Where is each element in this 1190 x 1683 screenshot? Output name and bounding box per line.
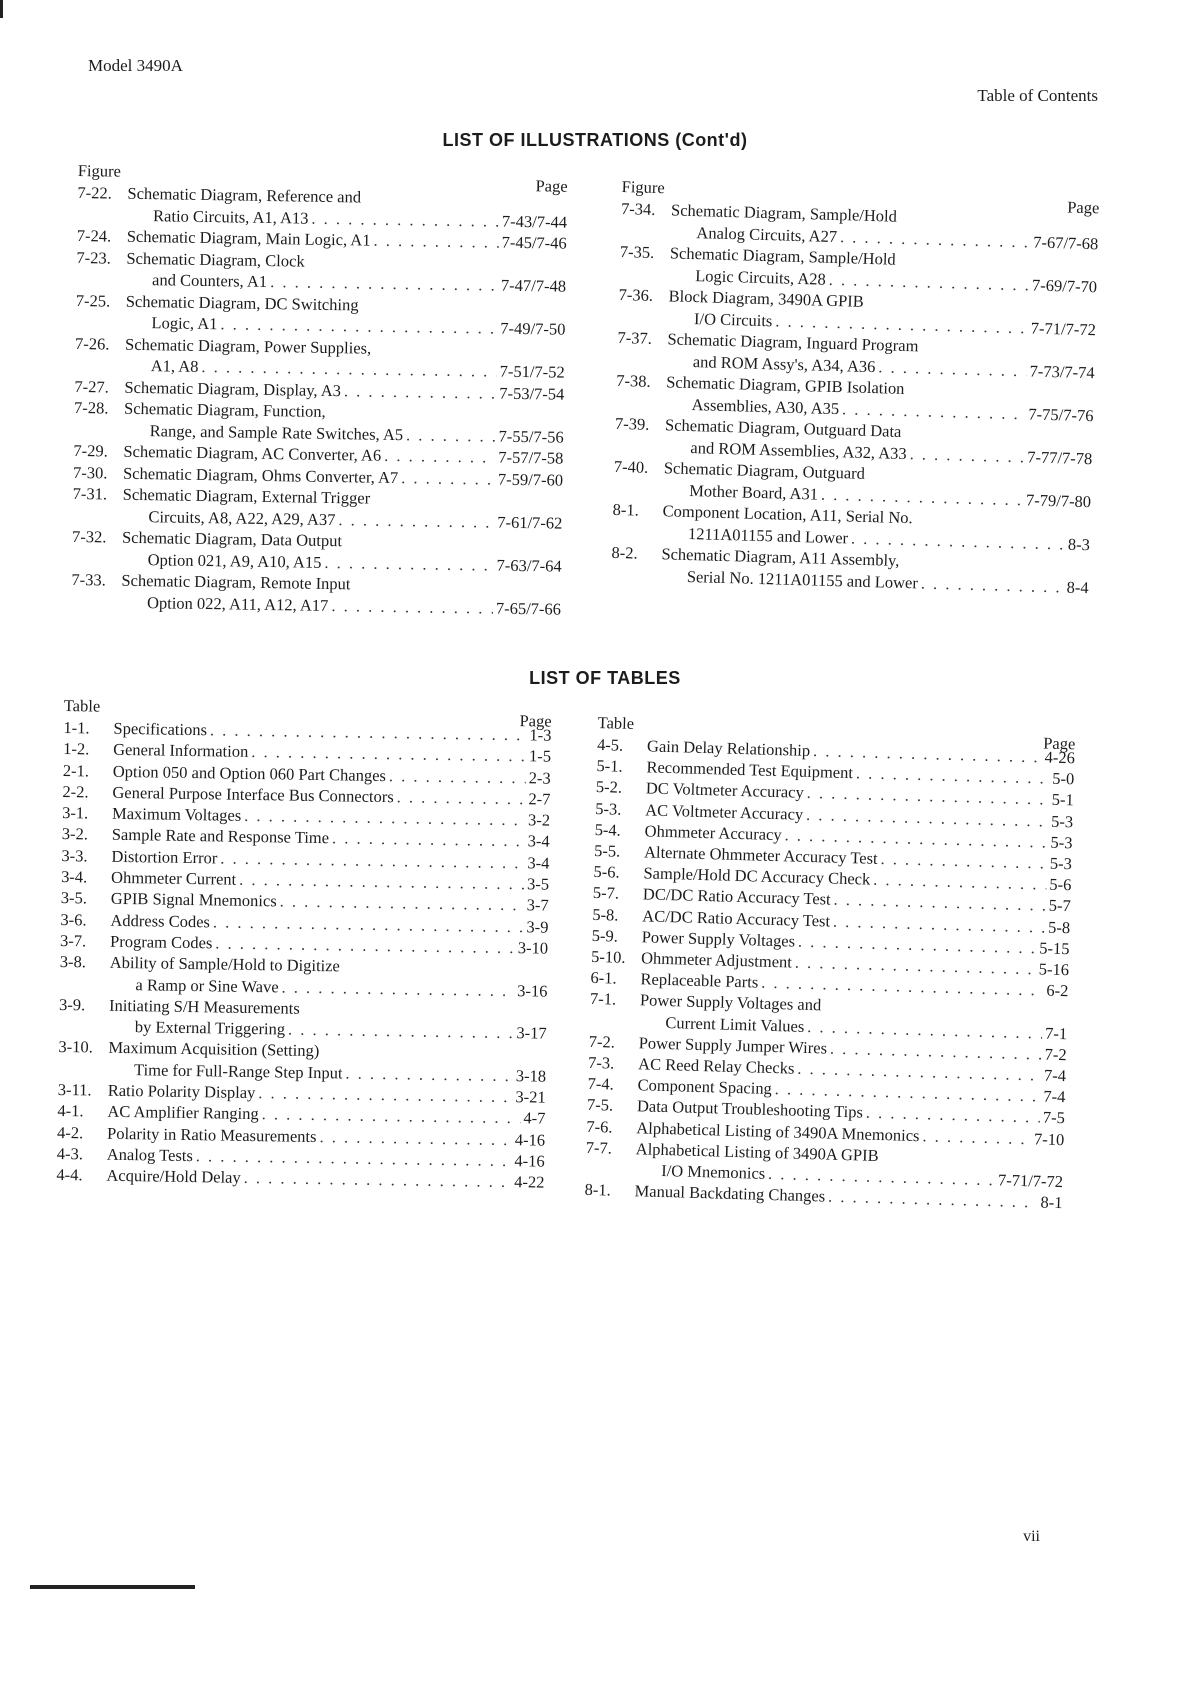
entry-page: 7-77/7-78 (1026, 446, 1093, 468)
entry-page: 3-2 (527, 810, 551, 830)
entry-title: Manual Backdating Changes (634, 1181, 826, 1206)
entry-number: 7-37. (617, 327, 653, 348)
bottom-rule (30, 1585, 195, 1589)
entry-title: A1, A8 (150, 356, 199, 376)
entry-number: 5-6. (593, 862, 620, 882)
entry-page: 7-10 (1033, 1129, 1065, 1149)
entry-title: and Counters, A1 (151, 270, 268, 291)
entry-title: Sample/Hold DC Accuracy Check (643, 863, 871, 889)
toc-entry (72, 483, 563, 534)
entry-title: Power Supply Voltages (641, 927, 796, 951)
toc-entry (76, 246, 567, 297)
entry-page: 1-3 (529, 725, 552, 745)
entry-page: 3-21 (515, 1087, 546, 1107)
entry-page: 3-7 (526, 895, 549, 916)
entry-page: 7-59/7-60 (497, 469, 564, 490)
entry-page: 8-1 (1040, 1192, 1063, 1213)
entry-title: DC/DC Ratio Accuracy Test (642, 884, 831, 909)
entry-title: Analog Circuits, A27 (696, 222, 838, 246)
entry-title: General Information (112, 740, 249, 762)
entry-number: 7-4. (587, 1074, 615, 1094)
entry-title: Block Diagram, 3490A GPIB (668, 286, 865, 311)
entry-number: 7-28. (73, 397, 109, 418)
tables-left-column (56, 695, 552, 1193)
entry-page: 7-45/7-46 (501, 232, 567, 253)
entry-number: 5-1. (596, 756, 623, 776)
entry-number: 5-3. (595, 798, 622, 819)
entry-page: 7-65/7-66 (495, 598, 562, 619)
entry-number: 1-2. (63, 739, 90, 759)
entry-number: 5-5. (593, 840, 621, 861)
entry-page: 3-9 (526, 916, 549, 937)
entry-page: 7-55/7-56 (498, 426, 564, 447)
entry-number: 7-31. (72, 483, 108, 504)
entry-title: Distortion Error (111, 846, 218, 868)
entry-title: Alphabetical Listing of 3490A GPIB (635, 1139, 879, 1165)
entry-page: 3-4 (527, 853, 550, 873)
leader-dots (324, 551, 494, 575)
entry-page: 5-3 (1049, 853, 1073, 874)
entry-title: Assemblies, A30, A35 (691, 394, 840, 418)
leader-dots (311, 207, 499, 231)
entry-title: Logic Circuits, A28 (694, 265, 827, 289)
entry-title: Component Location, A11, Serial No. (662, 501, 913, 528)
entry-title: a Ramp or Sine Wave (135, 974, 279, 996)
figure-label: Figure (77, 160, 122, 181)
page-label: Page (1066, 197, 1100, 218)
figure-label: Figure (621, 176, 666, 198)
entry-title: Range, and Sample Rate Switches, A5 (149, 420, 404, 444)
entry-number: 5-2. (595, 777, 623, 798)
entry-title: Analog Tests (106, 1144, 194, 1166)
entry-title: by External Triggering (134, 1017, 286, 1039)
entry-page: 7-53/7-54 (499, 383, 565, 404)
toc-entry (71, 569, 562, 620)
entry-number: 7-29. (73, 440, 108, 461)
entry-page: 3-5 (526, 874, 550, 894)
entry-title: Initiating S/H Measurements (108, 995, 300, 1018)
entry-title: Circuits, A8, A22, A29, A37 (148, 506, 336, 529)
section-header: Table of Contents (977, 86, 1098, 105)
entry-title: Schematic Diagram, Function, (123, 398, 326, 421)
entry-title: Data Output Troubleshooting Tips (636, 1096, 864, 1123)
entry-title: Schematic Diagram, Power Supplies, (124, 334, 372, 358)
entry-title: and ROM Assy's, A34, A36 (692, 351, 876, 376)
toc-entry (77, 182, 568, 233)
entry-title: Ability of Sample/Hold to Digitize (109, 953, 340, 976)
entry-page: 2-7 (528, 789, 551, 809)
leader-dots (344, 380, 497, 404)
page-label: Page (1042, 733, 1076, 754)
entry-number: 7-33. (71, 569, 106, 590)
entry-page: 7-63/7-64 (496, 555, 562, 576)
entry-title: Acquire/Hold Delay (106, 1165, 241, 1188)
entry-number: 7-38. (616, 370, 651, 391)
entry-page: 3-16 (517, 980, 548, 1001)
entry-title: Ohmmeter Adjustment (640, 948, 793, 972)
entry-title: Alphabetical Listing of 3490A Mnemonics (636, 1117, 920, 1145)
entry-title: Schematic Diagram, Main Logic, A1 (126, 226, 371, 250)
toc-entry (58, 1036, 547, 1086)
entry-title: Power Supply Voltages and (639, 990, 822, 1015)
entry-title: Maximum Voltages (111, 803, 242, 825)
entry-number: 7-27. (74, 376, 109, 397)
entry-title: Gain Delay Relationship (646, 736, 811, 760)
entry-number: 7-6. (586, 1116, 613, 1137)
table-label: Table (63, 695, 101, 716)
illustrations-right-column (611, 176, 1100, 598)
entry-number: 4-3. (56, 1143, 84, 1164)
leader-dots (401, 467, 495, 490)
leader-dots (389, 765, 526, 788)
entry-number: 7-22. (77, 182, 113, 203)
entry-title: Schematic Diagram, Reference and (127, 183, 362, 207)
entry-title: GPIB Signal Mnemonics (110, 889, 277, 911)
entry-page: 7-57/7-58 (498, 447, 564, 468)
entry-number: 8-1. (584, 1180, 612, 1200)
entry-number: 3-4. (60, 867, 88, 887)
entry-page: 7-71/7-72 (1030, 317, 1097, 339)
entry-number: 5-10. (590, 946, 626, 967)
entry-page: 7-49/7-50 (500, 318, 566, 339)
entry-title: Current Limit Values (665, 1012, 805, 1036)
entry-title: Address Codes (110, 910, 211, 931)
entry-page: 8-4 (1066, 577, 1089, 597)
entry-page: 5-3 (1050, 811, 1074, 831)
entry-page: 6-2 (1046, 980, 1069, 1001)
entry-page: 3-17 (516, 1023, 547, 1043)
entry-page: 7-47/7-48 (500, 275, 567, 296)
entry-page: 7-67/7-68 (1032, 232, 1099, 253)
toc-entry (59, 951, 548, 1001)
entry-page: 2-3 (528, 767, 551, 788)
entry-page: 7-43/7-44 (501, 211, 568, 232)
entry-page: 5-7 (1048, 896, 1072, 916)
entry-title: Ohmmeter Current (110, 867, 237, 889)
entry-number: 6-1. (590, 968, 617, 988)
entry-title: General Purpose Interface Bus Connectors (112, 782, 394, 807)
entry-title: Schematic Diagram, DC Switching (125, 291, 359, 314)
entry-title: Replaceable Parts (640, 969, 759, 992)
entry-title: Ratio Circuits, A1, A13 (152, 205, 309, 228)
entry-page: 1-5 (528, 746, 552, 766)
entry-number: 7-23. (76, 247, 111, 268)
page-number: vii (1023, 1528, 1040, 1545)
entry-page: 5-16 (1038, 959, 1070, 980)
entry-number: 3-3. (61, 845, 88, 866)
entry-number: 7-2. (588, 1031, 616, 1052)
entry-title: Program Codes (109, 931, 213, 953)
toc-entry (72, 526, 563, 577)
entry-page: 7-61/7-62 (497, 512, 563, 533)
entry-number: 3-11. (57, 1079, 92, 1100)
tables-heading: LIST OF TABLES (529, 668, 681, 688)
entry-number: 8-1. (612, 499, 640, 520)
entry-title: 1211A01155 and Lower (687, 523, 849, 547)
entry-title: Schematic Diagram, Remote Input (121, 570, 351, 594)
entry-page: 3-18 (515, 1065, 547, 1086)
toc-entry (75, 332, 566, 383)
entry-number: 1-1. (63, 717, 90, 738)
leader-dots (345, 1062, 513, 1086)
leader-dots (373, 230, 498, 253)
entry-number: 7-34. (620, 198, 656, 219)
entry-page: 3-4 (527, 831, 550, 852)
entry-number: 8-2. (611, 542, 638, 563)
entry-number: 7-7. (585, 1137, 613, 1158)
entry-title: Schematic Diagram, Outguard (663, 458, 866, 483)
leader-dots (244, 1167, 512, 1192)
entry-number: 7-39. (614, 413, 650, 434)
entry-number: 7-25. (75, 290, 111, 311)
entry-title: AC/DC Ratio Accuracy Test (642, 905, 831, 931)
entry-title: Schematic Diagram, GPIB Isolation (666, 372, 905, 398)
entry-page: 5-15 (1039, 938, 1070, 959)
model-header: Model 3490A (88, 56, 183, 75)
entry-title: Schematic Diagram, A11 Assembly, (661, 544, 900, 570)
entry-title: Schematic Diagram, Clock (126, 248, 305, 271)
entry-number: 7-3. (587, 1052, 615, 1073)
leader-dots (384, 445, 495, 468)
entry-title: AC Reed Relay Checks (637, 1054, 795, 1078)
entry-number: 4-4. (56, 1165, 83, 1185)
entry-number: 2-2. (62, 781, 89, 802)
entry-page: 7-51/7-52 (499, 361, 565, 382)
entry-title: Polarity in Ratio Measurements (106, 1123, 317, 1146)
entry-number: 7-30. (72, 462, 108, 483)
toc-entry (74, 397, 565, 448)
entry-title: Logic, A1 (151, 313, 218, 334)
entry-title: Specifications (113, 718, 208, 740)
entry-number: 5-4. (594, 819, 622, 840)
entry-number: 5-8. (592, 904, 619, 925)
entry-page: 4-22 (514, 1172, 545, 1192)
entry-page: 8-3 (1067, 534, 1091, 554)
entry-page: 7-69/7-70 (1031, 274, 1098, 296)
entry-title: Alternate Ohmmeter Accuracy Test (643, 842, 878, 868)
entry-title: Schematic Diagram, AC Converter, A6 (123, 441, 382, 465)
entry-title: AC Voltmeter Accuracy (645, 799, 804, 824)
entry-number: 3-2. (61, 824, 89, 844)
entry-page: 7-73/7-74 (1029, 360, 1095, 382)
page-label: Page (519, 711, 552, 731)
leader-dots (922, 1125, 1031, 1149)
entry-number: 3-1. (62, 803, 89, 823)
entry-number: 3-6. (60, 909, 87, 930)
entry-number: 7-36. (618, 284, 654, 305)
entry-number: 7-32. (71, 526, 107, 547)
leader-dots (331, 595, 493, 619)
entry-title: Recommended Test Equipment (646, 757, 854, 783)
entry-page: 7-4 (1043, 1065, 1067, 1086)
entry-title: Option 050 and Option 060 Part Changes (112, 761, 387, 785)
entry-number: 2-1. (62, 760, 90, 780)
entry-title: Ohmmeter Accuracy (644, 821, 782, 844)
entry-title: Power Supply Jumper Wires (638, 1033, 828, 1058)
entry-page: 3-10 (517, 938, 549, 958)
entry-title: Schematic Diagram, Ohms Converter, A7 (122, 463, 399, 487)
entry-number: 7-5. (586, 1095, 614, 1116)
entry-page: 7-79/7-80 (1025, 489, 1092, 511)
leader-dots (319, 1126, 512, 1150)
entry-number: 7-1. (589, 989, 617, 1010)
entry-number: 3-5. (60, 888, 88, 908)
entry-title: and ROM Assemblies, A32, A33 (690, 437, 907, 463)
entry-title: Schematic Diagram, Display, A3 (124, 377, 342, 400)
entry-title: Serial No. 1211A01155 and Lower (686, 566, 919, 592)
entry-page: 7-1 (1044, 1023, 1068, 1043)
entry-title: Schematic Diagram, Data Output (121, 527, 343, 551)
page-label: Page (535, 176, 568, 196)
leader-dots (338, 509, 494, 533)
entry-title: Component Spacing (637, 1075, 773, 1099)
entry-number: 5-9. (591, 925, 619, 946)
entry-title: Sample Rate and Response Time (111, 825, 330, 848)
tables-right-column (584, 712, 1075, 1214)
entry-title: Time for Full-Range Step Input (133, 1059, 343, 1083)
entry-number: 3-10. (58, 1037, 93, 1057)
leader-dots (828, 1186, 1038, 1213)
entry-title: I/O Circuits (693, 308, 773, 330)
entry-title: Schematic Diagram, Inguard Program (667, 329, 919, 356)
entry-page: 4-7 (523, 1108, 546, 1128)
entry-page: 7-2 (1044, 1044, 1067, 1065)
illustrations-left-column (71, 160, 568, 620)
leader-dots (332, 828, 525, 852)
entry-title: I/O Mnemonics (660, 1161, 766, 1183)
entry-number: 3-9. (58, 994, 86, 1015)
entry-page: 7-4 (1043, 1086, 1066, 1107)
leader-dots (921, 572, 1064, 597)
entry-number: 4-1. (57, 1101, 84, 1121)
entry-page: 5-3 (1050, 832, 1073, 853)
entry-title: Ratio Polarity Display (107, 1080, 256, 1103)
entry-page: 7-5 (1042, 1108, 1066, 1128)
entry-title: Maximum Acquisition (Setting) (108, 1038, 320, 1061)
entry-title: Schematic Diagram, Sample/Hold (670, 200, 898, 226)
entry-title: Schematic Diagram, Outguard Data (664, 415, 902, 441)
entry-page: 4-26 (1044, 747, 1076, 768)
entry-number: 7-26. (74, 333, 110, 354)
entry-title: Schematic Diagram, Sample/Hold (669, 243, 896, 269)
entry-page: 7-75/7-76 (1028, 403, 1094, 425)
table-label: Table (597, 712, 635, 734)
entry-title: DC Voltmeter Accuracy (645, 778, 805, 803)
entry-page: 5-8 (1047, 917, 1071, 937)
entry-title: Option 021, A9, A10, A15 (147, 549, 322, 572)
entry-number: 4-2. (56, 1122, 84, 1142)
entry-page: 5-0 (1052, 768, 1075, 789)
entry-page: 4-16 (514, 1151, 545, 1171)
leader-dots (397, 786, 526, 809)
entry-number: 7-24. (76, 225, 112, 246)
entry-number: 7-40. (613, 456, 649, 477)
entry-title: Schematic Diagram, External Trigger (122, 484, 371, 508)
entry-page: 4-16 (514, 1129, 546, 1150)
entry-page: 7-71/7-72 (997, 1170, 1064, 1192)
toc-entry (75, 289, 566, 340)
toc-entry (59, 994, 548, 1044)
entry-title: AC Amplifier Ranging (107, 1102, 259, 1124)
entry-number: 3-7. (59, 930, 87, 951)
entry-number: 7-35. (619, 241, 655, 262)
entry-number: 3-8. (59, 952, 87, 972)
entry-number: 4-5. (596, 734, 624, 755)
entry-title: Option 022, A11, A12, A17 (146, 592, 329, 615)
entry-page: 5-6 (1049, 874, 1072, 895)
scan-edge-mark (0, 0, 3, 18)
entry-number: 5-7. (592, 883, 620, 904)
illustrations-heading: LIST OF ILLUSTRATIONS (Cont'd) (442, 130, 748, 150)
leader-dots (406, 424, 496, 447)
entry-page: 5-1 (1051, 790, 1074, 810)
entry-title: Mother Board, A31 (688, 480, 819, 504)
